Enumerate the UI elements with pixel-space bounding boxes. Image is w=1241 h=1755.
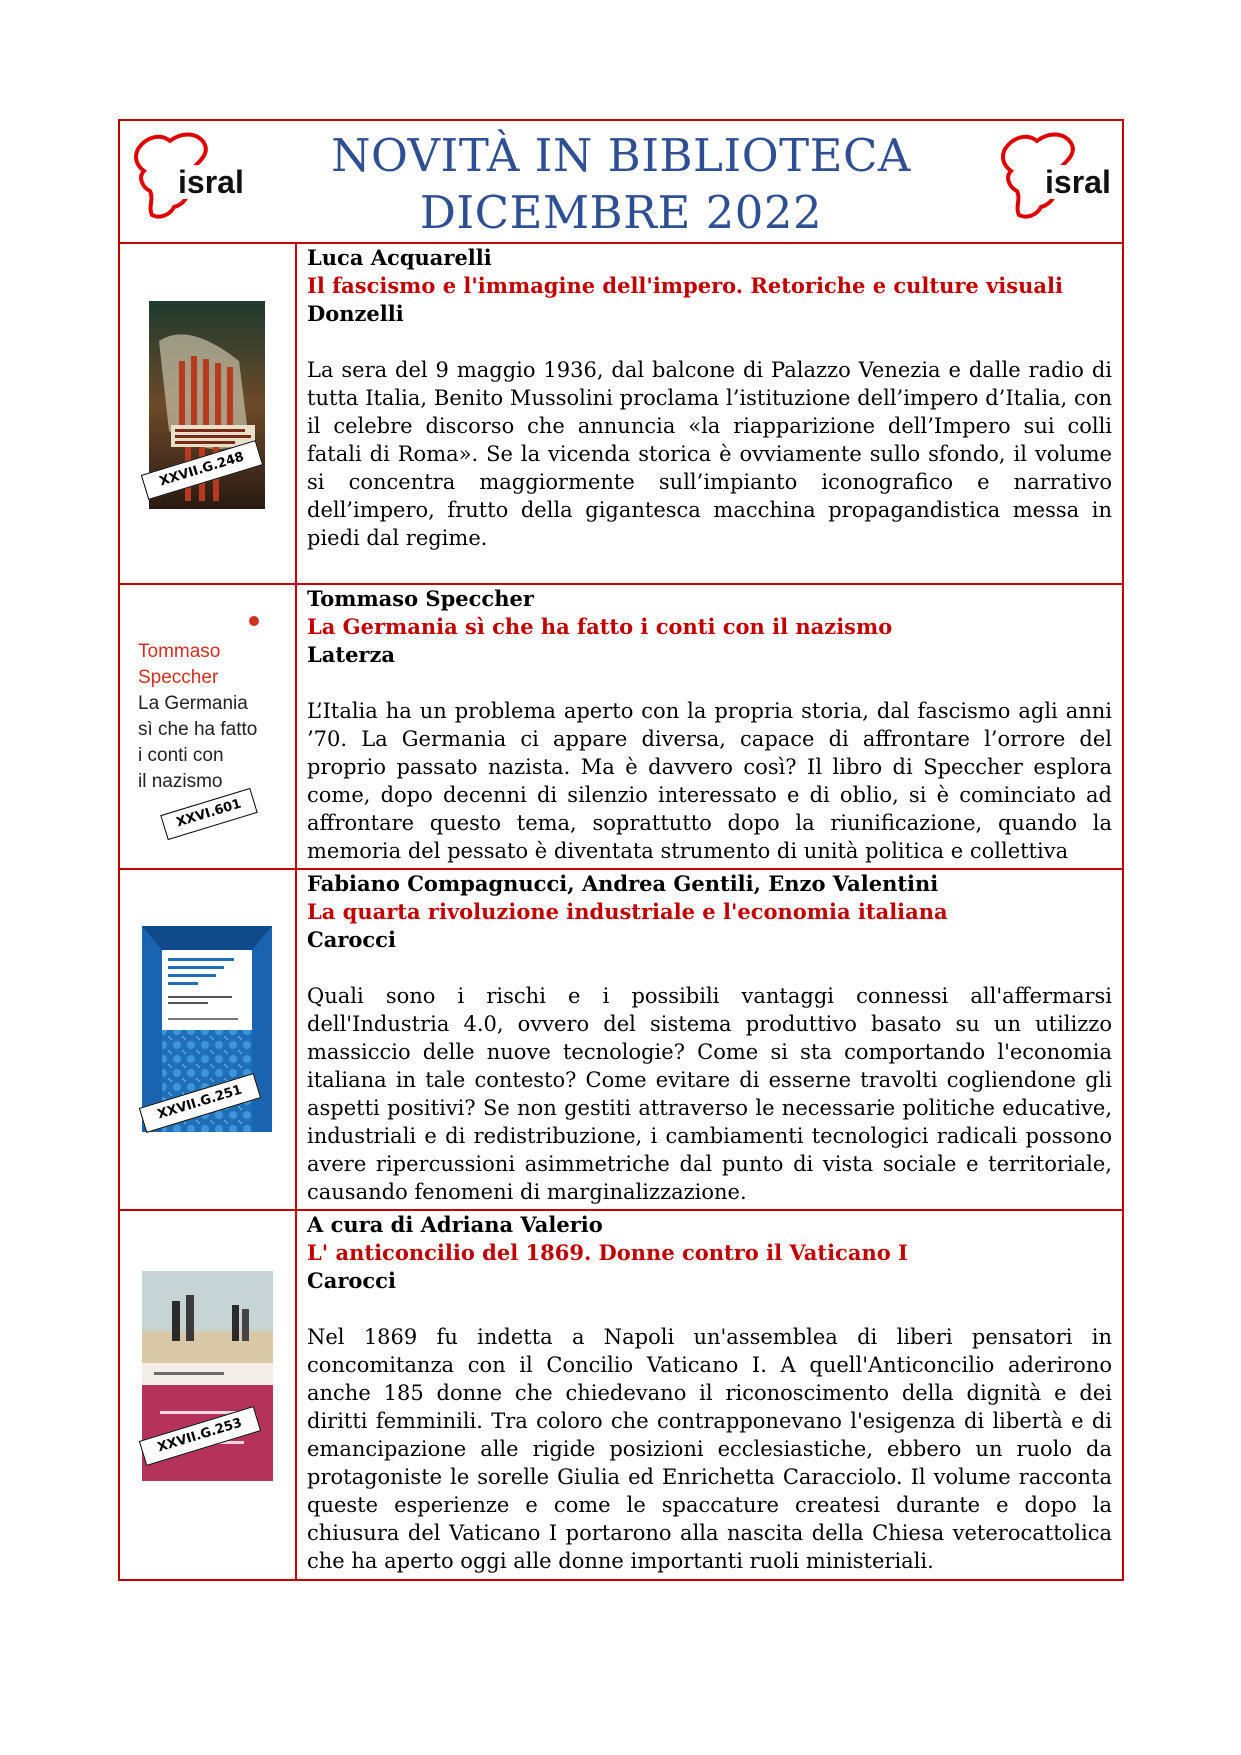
isral-logo-left xyxy=(130,127,245,227)
title-line-1: NOVITÀ IN BIBLIOTECA xyxy=(331,129,911,182)
book-details xyxy=(297,585,1122,868)
book-publisher: Carocci xyxy=(307,927,396,952)
svg-text:Tommaso: Tommaso xyxy=(138,641,221,662)
svg-text:sì che ha fatto: sì che ha fatto xyxy=(138,719,258,740)
book-publisher: Donzelli xyxy=(307,301,404,326)
book-description: Quali sono i rischi e i possibili vantaggi connessi all'affermarsi dell'Industria 4.0, ovvero del sistema produttivo basato su un utilizzo massiccio delle nuove tecnologie? Come si sta comportando l'economia italiana in tale contesto? Come evitare di esserne travolti cogliendone gli aspetti positivi? Se non gestiti attraverso le necessarie politiche educative, industriali e di redistribuzione, i cambiamenti tecnologici radicali possono avere ripercussioni asimmetriche dal punto di vista sociale e territoriale, causando fenomeni di marginalizzazione. xyxy=(307,984,1112,1204)
svg-text:il nazismo: il nazismo xyxy=(138,771,223,792)
book-author: Luca Acquarelli xyxy=(307,245,492,270)
isral-logo-right xyxy=(997,127,1112,227)
book-entry xyxy=(120,244,1122,585)
book-entry xyxy=(120,870,1122,1211)
title-line-2: DICEMBRE 2022 xyxy=(419,186,823,239)
book-publisher: Carocci xyxy=(307,1268,396,1293)
newsletter-sheet xyxy=(118,119,1124,1581)
shelfmark-label: XXVII.G.248 xyxy=(141,440,263,500)
book-author: A cura di Adriana Valerio xyxy=(307,1212,603,1237)
book-details xyxy=(297,1211,1122,1579)
book-author: Fabiano Compagnucci, Andrea Gentili, Enzo Valentini xyxy=(307,871,939,896)
book-author: Tommaso Speccher xyxy=(307,586,534,611)
book-title: Il fascismo e l'immagine dell'impero. Retoriche e culture visuali xyxy=(307,273,1063,298)
shelfmark-label: XXVII.G.253 xyxy=(139,1406,261,1466)
cover-cell xyxy=(120,585,297,868)
svg-text:isral: isral xyxy=(178,164,244,200)
book-details xyxy=(297,870,1122,1209)
book-title: La Germania sì che ha fatto i conti con il nazismo xyxy=(307,614,893,639)
svg-text:Speccher: Speccher xyxy=(138,667,219,688)
shelfmark-label: XXVII.G.251 xyxy=(139,1073,261,1133)
shelfmark-label: XXVI.601 xyxy=(160,788,257,840)
cover-cell xyxy=(120,1211,297,1579)
header xyxy=(120,121,1122,244)
book-entry xyxy=(120,1211,1122,1579)
book-description: L’Italia ha un problema aperto con la propria storia, dal fascismo agli anni ’70. La Germania ci appare diversa, capace di affrontare l’orrore del proprio passato nazista. Ma è davvero così? Il libro di Speccher esplora come, dopo decenni di silenzio interessato e di oblio, si è cominciato ad affrontare questo tema, soprattutto dopo la riunificazione, quando la memoria del pessato è diventata strumento di unità politica e collettiva xyxy=(307,699,1112,863)
book-description: La sera del 9 maggio 1936, dal balcone di Palazzo Venezia e dalle radio di tutta Italia, Benito Mussolini proclama l’istituzione dell’impero d’Italia, con il celebre discorso che annuncia «la riapparizione dell’Impero sui colli fatali di Roma». Se la vicenda storica è ovviamente sullo sfondo, il volume si concentra maggiormente sull’impianto iconografico e narrativo dell’impero, frutto della gigantesca macchina propagandistica messa in piedi dal regime. xyxy=(307,358,1112,550)
book-details xyxy=(297,244,1122,583)
cover-cell xyxy=(120,870,297,1209)
book-title: L' anticoncilio del 1869. Donne contro il Vaticano I xyxy=(307,1240,908,1265)
svg-text:isral: isral xyxy=(1045,164,1111,200)
book-publisher: Laterza xyxy=(307,642,396,667)
book-description: Nel 1869 fu indetta a Napoli un'assemblea di liberi pensatori in concomitanza con il Concilio Vaticano I. A quell'Anticoncilio aderirono anche 185 donne che chiedevano il riconoscimento della dignità e dei diritti femminili. Tra coloro che contrapponevano l'esigenza di libertà e di emancipazione alle rigide posizioni ecclesiastiche, ebbero un ruolo da protagoniste le sorelle Giulia ed Enrichetta Caracciolo. Il volume racconta queste esperienze e come le spaccature createsi durante e dopo la chiusura del Vaticano I portarono alla nascita della Chiesa veterocattolica che ha aperto oggi alle donne importanti ruoli ministeriali. xyxy=(307,1325,1112,1573)
page-title xyxy=(240,127,1002,241)
book-entry xyxy=(120,585,1122,870)
book-title: La quarta rivoluzione industriale e l'economia italiana xyxy=(307,899,948,924)
cover-cell xyxy=(120,244,297,583)
svg-text:La Germania: La Germania xyxy=(138,693,248,714)
svg-text:i conti con: i conti con xyxy=(138,745,224,766)
